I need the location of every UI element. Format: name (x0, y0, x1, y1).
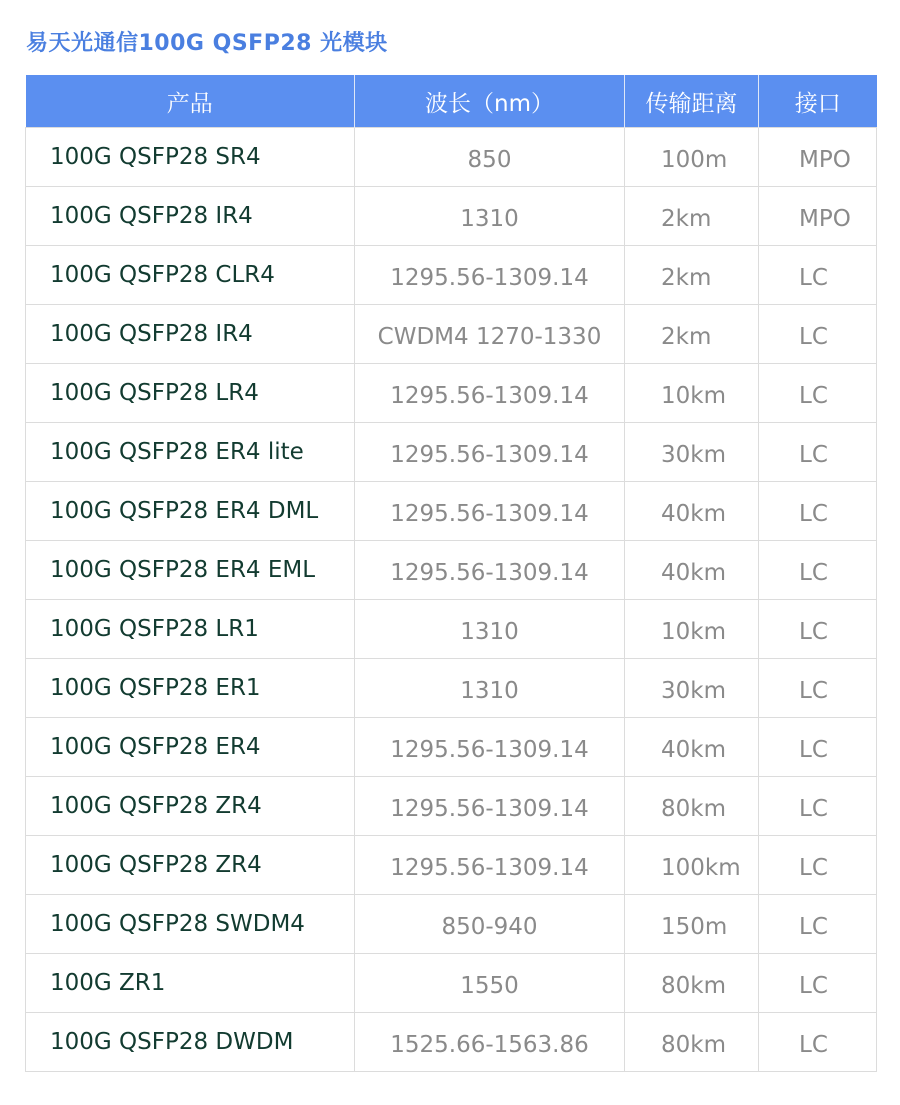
table-row (26, 423, 877, 482)
interface-cell: LC (759, 718, 877, 777)
distance-cell: 150m (625, 895, 759, 954)
product-cell: 100G QSFP28 ER4 lite (26, 423, 355, 482)
product-cell: 100G ZR1 (26, 954, 355, 1013)
interface-cell: LC (759, 305, 877, 364)
table-body (26, 128, 877, 1072)
header-wavelength: 波长（nm） (355, 75, 625, 128)
table-row (26, 305, 877, 364)
interface-cell: MPO (759, 187, 877, 246)
interface-cell: LC (759, 836, 877, 895)
interface-cell: LC (759, 423, 877, 482)
table-row (26, 246, 877, 305)
interface-cell: LC (759, 895, 877, 954)
wavelength-cell: 1295.56-1309.14 (355, 541, 625, 600)
wavelength-cell: 1295.56-1309.14 (355, 777, 625, 836)
product-spec-table (25, 75, 877, 1072)
distance-cell: 40km (625, 482, 759, 541)
product-cell: 100G QSFP28 IR4 (26, 187, 355, 246)
table-row (26, 954, 877, 1013)
wavelength-cell: 1295.56-1309.14 (355, 482, 625, 541)
interface-cell: LC (759, 541, 877, 600)
distance-cell: 30km (625, 423, 759, 482)
interface-cell: LC (759, 1013, 877, 1072)
distance-cell: 10km (625, 600, 759, 659)
wavelength-cell: 1295.56-1309.14 (355, 246, 625, 305)
interface-cell: LC (759, 954, 877, 1013)
page-title: 易天光通信100G QSFP28 光模块 (26, 31, 388, 56)
distance-cell: 80km (625, 1013, 759, 1072)
wavelength-cell: 1310 (355, 659, 625, 718)
header-row (26, 75, 877, 128)
table-row (26, 600, 877, 659)
interface-cell: LC (759, 482, 877, 541)
product-cell: 100G QSFP28 ZR4 (26, 777, 355, 836)
distance-cell: 2km (625, 246, 759, 305)
product-cell: 100G QSFP28 ER1 (26, 659, 355, 718)
table-row (26, 895, 877, 954)
wavelength-cell: 1295.56-1309.14 (355, 364, 625, 423)
table-header (26, 75, 877, 128)
distance-cell: 10km (625, 364, 759, 423)
product-cell: 100G QSFP28 ER4 EML (26, 541, 355, 600)
product-cell: 100G QSFP28 LR4 (26, 364, 355, 423)
wavelength-cell: 1310 (355, 600, 625, 659)
wavelength-cell: 850-940 (355, 895, 625, 954)
table-row (26, 836, 877, 895)
table-row (26, 659, 877, 718)
wavelength-cell: 1310 (355, 187, 625, 246)
wavelength-cell: 1525.66-1563.86 (355, 1013, 625, 1072)
distance-cell: 80km (625, 777, 759, 836)
distance-cell: 2km (625, 187, 759, 246)
product-cell: 100G QSFP28 ER4 (26, 718, 355, 777)
wavelength-cell: 850 (355, 128, 625, 187)
interface-cell: LC (759, 364, 877, 423)
product-cell: 100G QSFP28 SWDM4 (26, 895, 355, 954)
table-row (26, 482, 877, 541)
wavelength-cell: CWDM4 1270-1330 (355, 305, 625, 364)
wavelength-cell: 1295.56-1309.14 (355, 836, 625, 895)
product-cell: 100G QSFP28 SR4 (26, 128, 355, 187)
distance-cell: 40km (625, 718, 759, 777)
product-cell: 100G QSFP28 DWDM (26, 1013, 355, 1072)
interface-cell: LC (759, 600, 877, 659)
table-row (26, 777, 877, 836)
product-cell: 100G QSFP28 ER4 DML (26, 482, 355, 541)
interface-cell: LC (759, 246, 877, 305)
header-interface: 接口 (759, 75, 877, 128)
product-cell: 100G QSFP28 IR4 (26, 305, 355, 364)
table-row (26, 364, 877, 423)
wavelength-cell: 1295.56-1309.14 (355, 718, 625, 777)
distance-cell: 2km (625, 305, 759, 364)
product-cell: 100G QSFP28 CLR4 (26, 246, 355, 305)
table-row (26, 128, 877, 187)
table-row (26, 541, 877, 600)
table-row (26, 187, 877, 246)
interface-cell: LC (759, 777, 877, 836)
distance-cell: 30km (625, 659, 759, 718)
distance-cell: 100m (625, 128, 759, 187)
distance-cell: 40km (625, 541, 759, 600)
wavelength-cell: 1295.56-1309.14 (355, 423, 625, 482)
distance-cell: 100km (625, 836, 759, 895)
interface-cell: MPO (759, 128, 877, 187)
table-row (26, 718, 877, 777)
product-cell: 100G QSFP28 ZR4 (26, 836, 355, 895)
header-product: 产品 (26, 75, 355, 128)
table-row (26, 1013, 877, 1072)
distance-cell: 80km (625, 954, 759, 1013)
header-distance: 传输距离 (625, 75, 759, 128)
wavelength-cell: 1550 (355, 954, 625, 1013)
product-cell: 100G QSFP28 LR1 (26, 600, 355, 659)
interface-cell: LC (759, 659, 877, 718)
